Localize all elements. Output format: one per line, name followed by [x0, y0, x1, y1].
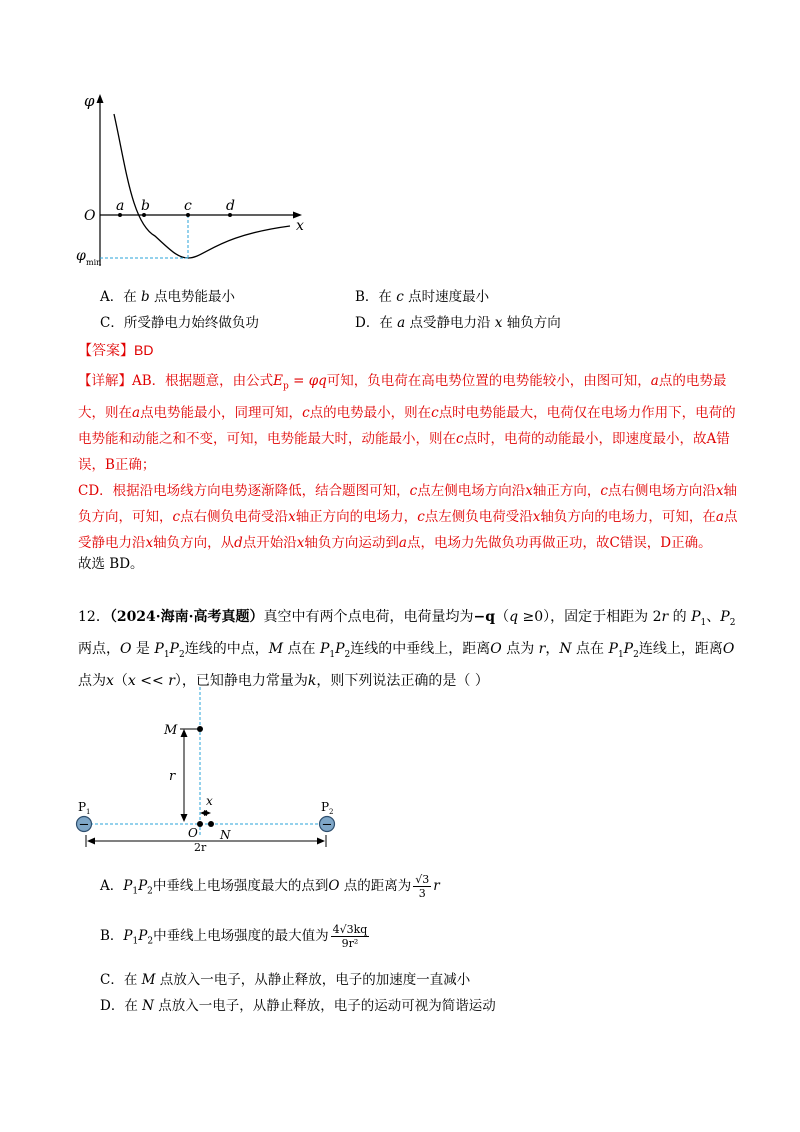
option-c: C．所受静电力始终做负功 — [100, 315, 259, 331]
q12-option-b: B．$P_1P_2$中垂线上电场强度的最大值为 $\frac{4√3kq}{\text{9r²}}$ — [100, 923, 368, 950]
origin-label: O — [84, 208, 96, 224]
option-d: D．在 a 点受静电力沿 x 轴负方向 — [355, 315, 561, 331]
explanation-cd: CD．根据沿电场线方向电势逐渐降低，结合题图可知，c点左侧电场方向沿x轴正方向，c点右侧电场方向沿x轴负方向，可知，c点右侧负电荷受沿x轴正方向的电场力，c点左侧负电荷受沿x轴负方向的电场力，可知，在a点受静电力沿x轴负方向，从d点开始沿x轴负方向运动到a点，电场力先做负功再做正功，故C错误，D正确。 — [78, 482, 738, 551]
q12-option-d: D．在 N 点放入一电子，从静止释放，电子的运动可视为简谐运动 — [100, 998, 496, 1014]
charges-diagram — [70, 685, 360, 855]
phi-axis-label: φ — [84, 92, 95, 110]
svg-text:−: − — [78, 817, 90, 833]
svg-text:1: 1 — [86, 808, 91, 816]
phi-min-sub: min — [86, 258, 102, 267]
label-n: N — [220, 828, 231, 842]
potential-curve — [114, 114, 290, 258]
option-b: B．在 c 点时速度最小 — [355, 289, 490, 305]
label-p1: P — [78, 800, 87, 814]
explanation-ab: 【详解】AB．根据题意，由公式$E_p = \varphi q$可知，负电荷在高电势位置的电势能较小，由图可知，a点的电势最大，则在a点电势能最小，同理可知，c点的电势最小，则在c点时电势能最大，电荷仅在电场力作用下，电荷的电势能和动能之和不变，可知，电势能最大时，动能最小，则在c点时，电荷的动能最小，即速度最小，故A错误，B正确； — [78, 373, 736, 473]
q12-option-a: A．$P_1P_2$中垂线上电场强度最大的点到O 点的距离为 $\frac{√3}{3}$ r — [100, 873, 440, 900]
label-m: M — [164, 723, 178, 738]
label-x: x — [206, 794, 213, 808]
point-b-label: b — [141, 198, 150, 214]
label-2r: 2r — [194, 841, 207, 854]
point-a-label: a — [116, 198, 125, 214]
phi-min-label: φ — [76, 248, 86, 264]
label-p2: P — [321, 800, 330, 814]
charge-p1-icon — [77, 817, 92, 833]
label-o: O — [188, 826, 198, 840]
point-d-label: d — [226, 198, 235, 214]
point-c-label: c — [184, 198, 192, 214]
svg-text:−: − — [321, 817, 333, 833]
explanation — [78, 368, 738, 556]
potential-graph — [70, 88, 320, 278]
label-r: r — [169, 769, 176, 784]
answer-line: 【答案】BD — [78, 342, 154, 359]
svg-text:2: 2 — [329, 808, 334, 816]
x-axis-label: x — [296, 218, 304, 234]
q12-option-c: C．在 M 点放入一电子，从静止释放，电子的加速度一直减小 — [100, 972, 471, 988]
conclusion: 故选 BD。 — [78, 556, 144, 572]
charge-p2-icon — [320, 817, 335, 833]
question-12: 12．（2024·海南·高考真题）真空中有两个点电荷，电荷量均为−q（q ≥0），固定于相距为 2r 的 $P_1$、$P_2$两点，O 是 $P_1P_2$连线的中点，M 点在 $P_1P_2$连线的中垂线上，距离O 点为 r，N 点在 $P_1P_2$连线上，距离O 点为x（x << r），已知静电力常量为k，则下列说法正确的是（ ） — [78, 609, 736, 689]
option-a: A．在 b 点电势能最小 — [100, 289, 235, 305]
